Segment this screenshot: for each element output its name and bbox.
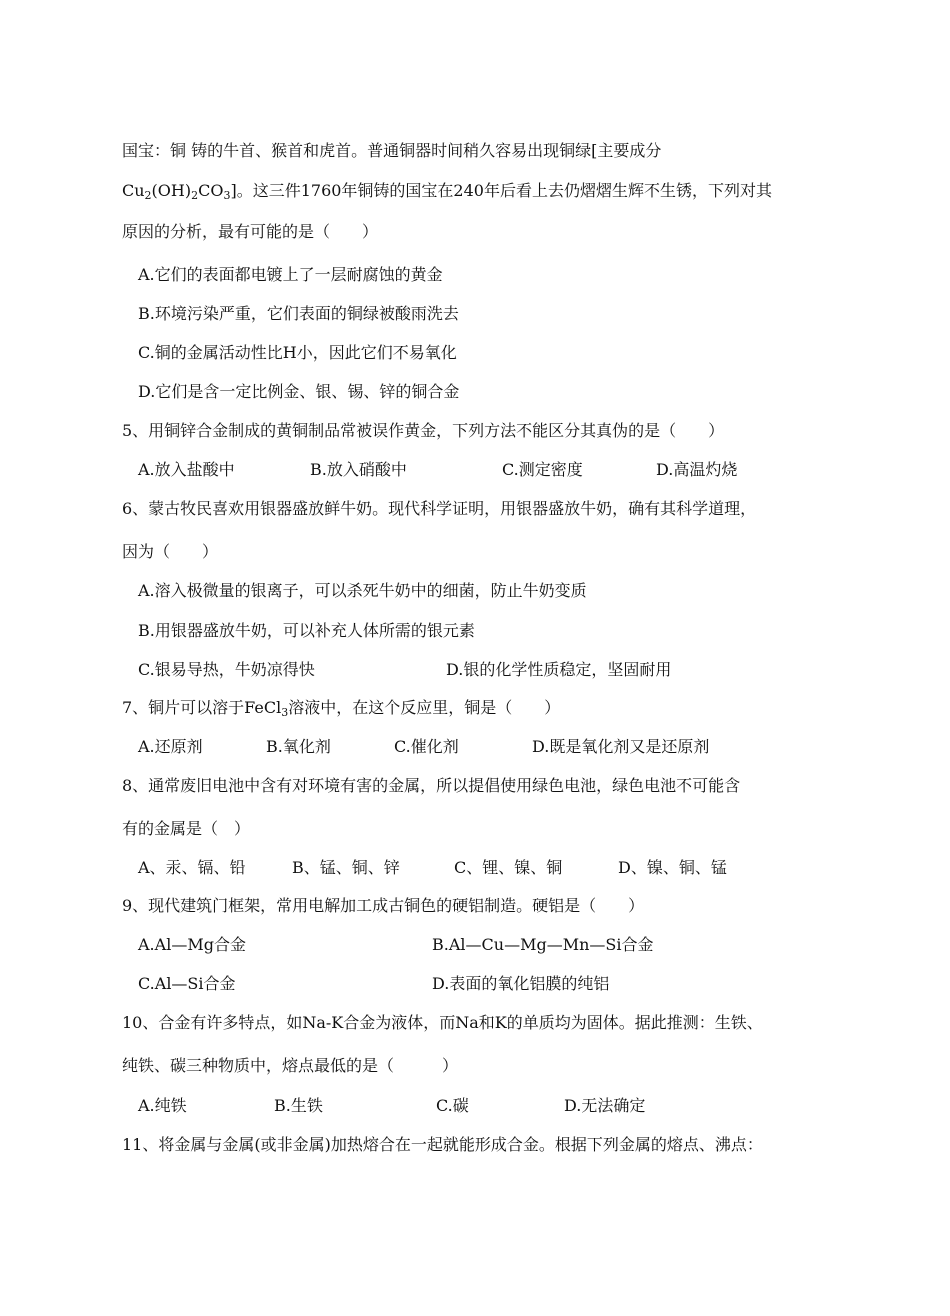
q4-option-a: A.它们的表面都电镀上了一层耐腐蚀的黄金: [138, 265, 443, 284]
q9-option-d: D.表面的氧化铝膜的纯铝: [432, 974, 610, 993]
q5-option-a: A.放入盐酸中: [138, 460, 235, 479]
q10-stem-line-1: 10、合金有许多特点，如Na-K合金为液体，而Na和K的单质均为固体。据此推测：生铁、: [122, 1013, 763, 1032]
q9-option-c: C.Al—Si合金: [138, 974, 236, 993]
q4-option-c: C.铜的金属活动性比H小，因此它们不易氧化: [138, 343, 457, 362]
q8-option-c: C、锂、镍、铜: [454, 858, 563, 877]
q8-option-a: A、汞、镉、铅: [138, 858, 246, 877]
q4-option-d: D.它们是含一定比例金、银、锡、锌的铜合金: [138, 382, 460, 401]
q11-stem: 11、将金属与金属(或非金属)加热熔合在一起就能形成合金。根据下列金属的熔点、沸点：: [122, 1135, 763, 1154]
q4-option-b: B.环境污染严重，它们表面的铜绿被酸雨洗去: [138, 304, 459, 323]
q10-stem-line-2: 纯铁、碳三种物质中，熔点最低的是（ ）: [122, 1056, 459, 1075]
q8-option-d: D、镍、铜、锰: [618, 858, 727, 877]
q8-stem-line-2: 有的金属是（ ）: [122, 819, 251, 838]
q5-option-d: D.高温灼烧: [656, 460, 738, 479]
q10-option-d: D.无法确定: [564, 1096, 646, 1115]
q7-option-b: B.氧化剂: [266, 737, 331, 756]
q9-option-a: A.Al—Mg合金: [138, 935, 246, 954]
q5-option-c: C.测定密度: [502, 460, 583, 479]
q9-stem: 9、现代建筑门框架，常用电解加工成古铜色的硬铝制造。硬铝是（ ）: [122, 896, 645, 915]
q4-stem-line-3: 原因的分析，最有可能的是（ ）: [122, 222, 379, 241]
q4-stem-line-1: 国宝：铜 铸的牛首、猴首和虎首。普通铜器时间稍久容易出现铜绿[主要成分: [122, 141, 662, 160]
q5-stem: 5、用铜锌合金制成的黄铜制品常被误作黄金，下列方法不能区分其真伪的是（ ）: [122, 421, 725, 440]
q7-option-d: D.既是氧化剂又是还原剂: [532, 737, 710, 756]
q6-stem-line-1: 6、蒙古牧民喜欢用银器盛放鲜牛奶。现代科学证明，用银器盛放牛奶，确有其科学道理，: [122, 499, 757, 518]
q6-stem-line-2: 因为（ ）: [122, 542, 219, 561]
q9-option-b: B.Al—Cu—Mg—Mn—Si合金: [432, 935, 654, 954]
q5-option-b: B.放入硝酸中: [310, 460, 407, 479]
q6-option-a: A.溶入极微量的银离子，可以杀死牛奶中的细菌，防止牛奶变质: [138, 581, 587, 600]
q7-option-a: A.还原剂: [138, 737, 203, 756]
q10-option-a: A.纯铁: [138, 1096, 187, 1115]
q6-option-b: B.用银器盛放牛奶，可以补充人体所需的银元素: [138, 621, 475, 640]
q10-option-c: C.碳: [436, 1096, 469, 1115]
q8-stem-line-1: 8、通常废旧电池中含有对环境有害的金属，所以提倡使用绿色电池，绿色电池不可能含: [122, 776, 741, 795]
q7-stem: 7、铜片可以溶于FeCl$_3$溶液中，在这个反应里，铜是（ ）: [122, 698, 561, 719]
q4-stem-line-2: $Cu_2(OH)_2CO_3$]。这三件1760年铜铸的国宝在240年后看上去仍熠熠生辉不生锈，下列对其: [122, 181, 772, 202]
q10-option-b: B.生铁: [274, 1096, 323, 1115]
q8-option-b: B、锰、铜、锌: [292, 858, 400, 877]
q6-option-d: D.银的化学性质稳定，坚固耐用: [446, 660, 672, 679]
q6-option-c: C.银易导热，牛奶凉得快: [138, 660, 315, 679]
q7-option-c: C.催化剂: [394, 737, 459, 756]
